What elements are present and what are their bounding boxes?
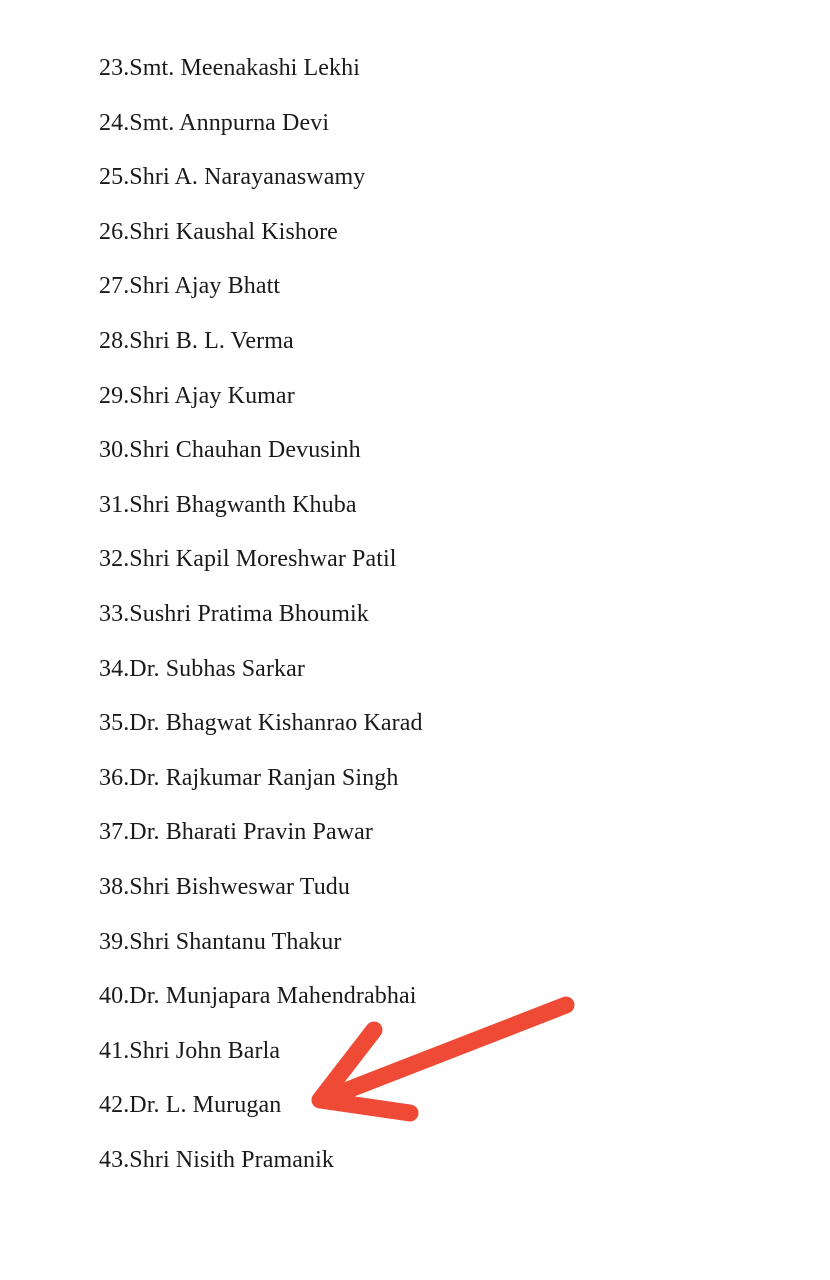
list-item: 34.Dr. Subhas Sarkar bbox=[99, 655, 305, 682]
list-item: 26.Shri Kaushal Kishore bbox=[99, 218, 338, 245]
list-item: 27.Shri Ajay Bhatt bbox=[99, 273, 281, 300]
list-item: 30.Shri Chauhan Devusinh bbox=[99, 437, 361, 464]
list-item: 42.Dr. L. Murugan bbox=[99, 1092, 282, 1119]
list-item: 31.Shri Bhagwanth Khuba bbox=[99, 491, 357, 518]
list-item: 38.Shri Bishweswar Tudu bbox=[99, 873, 351, 900]
list-item: 33.Sushri Pratima Bhoumik bbox=[99, 600, 369, 627]
list-item: 36.Dr. Rajkumar Ranjan Singh bbox=[99, 764, 399, 791]
list-item: 37.Dr. Bharati Pravin Pawar bbox=[99, 819, 373, 846]
list-item: 40.Dr. Munjapara Mahendrabhai bbox=[99, 983, 417, 1010]
list-item: 29.Shri Ajay Kumar bbox=[99, 382, 295, 409]
list-item: 41.Shri John Barla bbox=[99, 1037, 281, 1064]
minister-name-list bbox=[99, 52, 423, 1198]
list-item: 23.Smt. Meenakashi Lekhi bbox=[99, 55, 361, 81]
list-item: 32.Shri Kapil Moreshwar Patil bbox=[99, 546, 397, 573]
list-item: 25.Shri A. Narayanaswamy bbox=[99, 164, 366, 191]
list-item: 35.Dr. Bhagwat Kishanrao Karad bbox=[99, 710, 423, 737]
list-item: 39.Shri Shantanu Thakur bbox=[99, 928, 342, 955]
list-item: 43.Shri Nisith Pramanik bbox=[99, 1146, 334, 1173]
list-item: 28.Shri B. L. Verma bbox=[99, 327, 294, 354]
list-item: 24.Smt. Annpurna Devi bbox=[99, 109, 330, 136]
